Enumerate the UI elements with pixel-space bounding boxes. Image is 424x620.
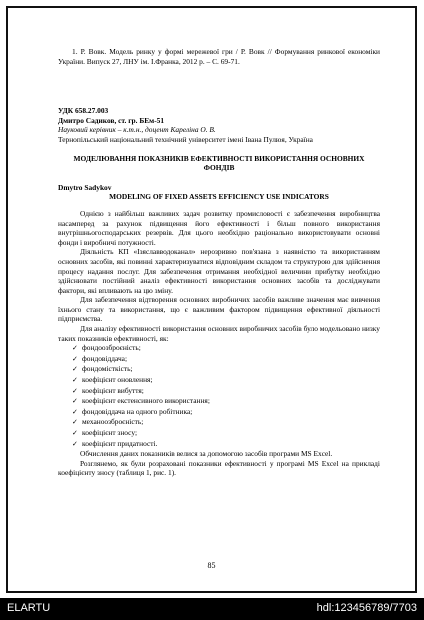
institution-line: Тернопільський національний технічний університет імені Івана Пулюя, Україна <box>58 134 313 144</box>
reference-entry: 1. Р. Вовк. Модель ринку у формі мережевої гри / Р. Вовк // Формування ринкової економіки України. Випуск 27, ЛНУ ім. І.Франка, 2012 р. – С. 69-71. <box>58 47 380 66</box>
indicator-label: коефіцієнт придатності. <box>82 438 158 448</box>
checkmark-icon: ✓ <box>72 407 78 416</box>
list-item <box>72 354 380 365</box>
indicator-label: коефіцієнт зносу; <box>82 428 138 437</box>
list-item <box>72 439 380 450</box>
article-title-ua: МОДЕЛЮВАННЯ ПОКАЗНИКІВ ЕФЕКТИВНОСТІ ВИКОРИСТАННЯ ОСНОВНИХ ФОНДІВ <box>73 153 365 173</box>
checkmark-icon: ✓ <box>72 386 78 395</box>
checkmark-icon: ✓ <box>72 397 78 406</box>
body-paragraph: Обчислення даних показників велися за допомогою засобів програми MS Excel. <box>80 449 333 459</box>
indicator-label: фондоозброєність; <box>82 343 141 353</box>
list-item <box>72 428 380 439</box>
checkmark-icon: ✓ <box>72 418 78 427</box>
document-page <box>6 6 417 593</box>
checkmark-icon: ✓ <box>72 429 78 437</box>
indicator-label: коефіцієнт оновлення; <box>82 375 153 385</box>
list-item <box>72 364 380 375</box>
indicator-list <box>58 343 380 449</box>
checkmark-icon: ✓ <box>72 354 78 363</box>
list-item <box>72 407 380 418</box>
author-line: Дмитро Садиков, ст. гр. БЕм-51 <box>58 115 165 125</box>
indicator-label: коефіцієнт вибуття; <box>82 385 144 395</box>
checkmark-icon: ✓ <box>72 439 78 448</box>
list-item <box>72 417 380 428</box>
supervisor-line: Науковий керівник – к.т.н., доцент Карелiна О. В. <box>58 125 216 135</box>
checkmark-icon: ✓ <box>72 344 78 353</box>
handle-identifier: hdl:123456789/7703 <box>316 602 417 614</box>
repository-name: ELARTU <box>7 602 51 614</box>
body-paragraph: Розглянемо, як були розраховані показники ефективності у програмі MS Excel на прикладі коефіцієнту зносу (таблиця 1, рис. 1). <box>58 458 380 478</box>
indicator-label: фондовіддача на одного робітника; <box>82 406 193 416</box>
indicator-label: фондовіддача; <box>82 353 127 363</box>
article-title-en: MODELING OF FIXED ASSETS EFFICIENCY USE INDICATORS <box>109 192 329 202</box>
indicator-label: механоозброєність; <box>82 417 144 427</box>
checkmark-icon: ✓ <box>72 365 78 374</box>
body-paragraph: Для забезпечення відтворення основних виробничих засобів важливе значення має вивчення їхнього стану та використання, що є важливим фактором підвищення ефективної діяльності підприємства. <box>58 295 380 324</box>
page-content <box>58 47 380 478</box>
list-item <box>72 386 380 397</box>
body-paragraph: Для аналізу ефективності використання основних виробничих засобів було модельовано низку таких показників ефективності, як: <box>58 324 380 343</box>
body-paragraph: Однією з найбільш важливих задач розвитку промисловості є забезпечення виробництва насамперед за рахунок підвищення його ефективності і більш повного використання внутрішньогосподарських резервів. Для цього необхідно раціонально використовувати основні фонди і виробничі потужності. <box>58 208 380 247</box>
list-item <box>72 343 380 354</box>
checkmark-icon: ✓ <box>72 376 78 385</box>
udk-code: УДК 658.27.003 <box>58 106 109 116</box>
page-number: 85 <box>207 561 216 570</box>
list-item <box>72 375 380 386</box>
author-name-en: Dmytro Sadykov <box>58 182 112 192</box>
repository-footer-bar <box>0 598 424 620</box>
indicator-label: фондомісткість; <box>82 364 133 374</box>
body-paragraph: Діяльність КП «Ізяславводоканал» нерозривно пов'язана з наявністю та використанням основних засобів, які повинні характеризуватися відповідним складом та структурою для здійснення процесу надання послуг. Для забезпечення отримання необхідної величини прибутку необхідно здійснювати постійний аналіз ефективності використання основних засобів та досліджувати фактори, які впливають на цю зміну. <box>58 247 380 295</box>
indicator-label: коефіцієнт екстенсивного використання; <box>82 396 210 406</box>
list-item <box>72 396 380 407</box>
